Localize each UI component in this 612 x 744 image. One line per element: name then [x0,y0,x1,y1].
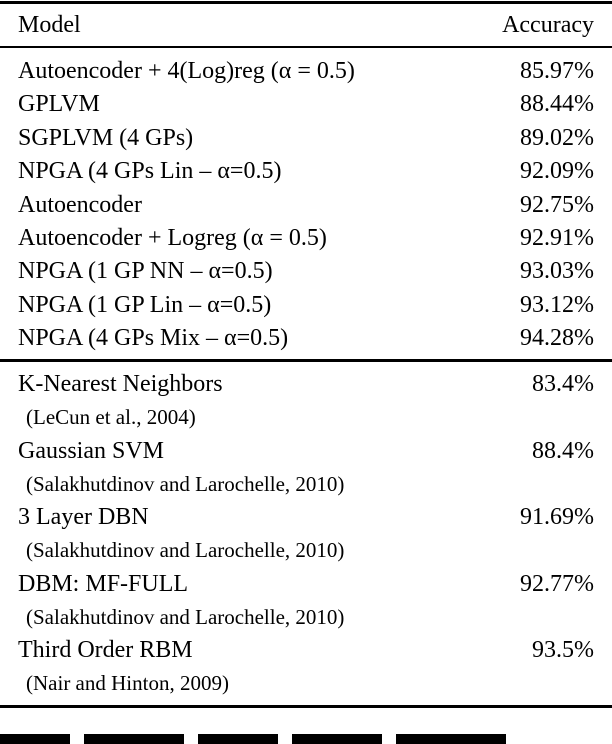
table-row [18,155,594,187]
table-caption-clipped [0,734,612,744]
model-cell: SGPLVM (4 GPs) [18,124,194,151]
citation: (Nair and Hinton, 2009) [26,671,229,696]
citation: (Salakhutdinov and Larochelle, 2010) [26,604,345,629]
table-row [18,189,594,221]
accuracy-cell: 88.44% [520,91,594,118]
header-model: Model [18,12,81,38]
table-row [18,222,594,254]
group-divider-rule [0,359,612,362]
table-row [18,322,594,354]
top-rule [0,1,612,4]
table-row [18,55,594,87]
accuracy-cell: 91.69% [520,504,594,531]
citation: (LeCun et al., 2004) [26,405,196,429]
accuracy-cell: 92.91% [520,225,594,251]
accuracy-cell: 88.4% [532,437,594,464]
accuracy-cell: 94.28% [520,325,594,352]
table-row [18,634,594,666]
table-row [18,255,594,287]
model-cell: Gaussian SVM [18,437,165,464]
accuracy-cell: 92.77% [520,570,594,597]
model-cell: NPGA (1 GP NN – α=0.5) [18,258,273,285]
header-rule [0,46,612,48]
table-row [18,289,594,321]
table-row [18,501,594,533]
header-row [18,9,594,41]
table-row [18,88,594,120]
table-row [18,368,594,400]
model-cell: NPGA (1 GP Lin – α=0.5) [18,291,272,318]
accuracy-cell: 92.75% [520,191,594,218]
model-cell: K-Nearest Neighbors [18,371,223,397]
model-cell: Autoencoder [18,191,142,218]
header-accuracy: Accuracy [502,12,594,38]
model-cell: DBM: MF-FULL [18,570,189,597]
table-row [18,122,594,154]
model-cell: 3 Layer DBN [18,504,149,531]
model-cell: GPLVM [18,91,100,118]
accuracy-cell: 93.5% [532,637,594,664]
bottom-rule [0,705,612,708]
model-cell: NPGA (4 GPs Mix – α=0.5) [18,325,289,352]
accuracy-cell: 83.4% [532,371,594,397]
accuracy-cell: 93.03% [520,258,594,285]
model-cell: Autoencoder + 4(Log)reg (α = 0.5) [18,58,355,84]
accuracy-cell: 93.12% [520,291,594,318]
model-cell: NPGA (4 GPs Lin – α=0.5) [18,158,282,185]
table-row [18,435,594,467]
model-cell: Third Order RBM [18,637,193,664]
accuracy-cell: 92.09% [520,158,594,185]
citation: (Salakhutdinov and Larochelle, 2010) [26,471,345,496]
citation: (Salakhutdinov and Larochelle, 2010) [26,538,345,563]
table-row [18,568,594,600]
accuracy-cell: 85.97% [520,58,594,84]
accuracy-cell: 89.02% [520,124,594,151]
model-cell: Autoencoder + Logreg (α = 0.5) [18,225,327,251]
